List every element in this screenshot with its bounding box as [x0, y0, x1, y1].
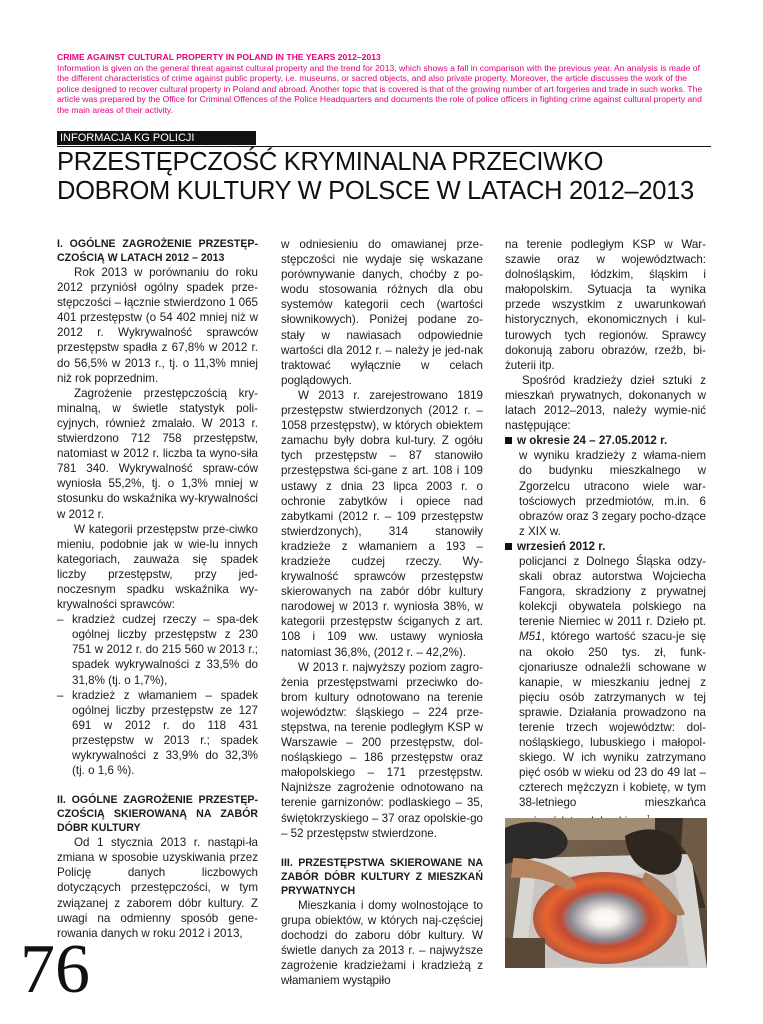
section-tag: INFORMACJA KG POLICJI [57, 131, 256, 145]
event-text-part: policjanci z Dolnego Śląska odzy-skali obraz autorstwa Wojciecha Fangora, skradziony z prywatnej kolekcji obywatela polskiego na terenie Niemiec w 2011 r. Dzieło pt. [519, 554, 706, 629]
paragraph: na terenie podległym KSP w War-szawie oraz w województwach: dolnośląskim, łódzkim, śląskim i małopolskim. Sytuacja ta wynika przede wszystkim z uwarunkowań historycznych, ekonomicznych i kul-turowych tych regionów. Sprawcy dokonują zaboru obrazów, rzeźb, bi-żuterii itp. [505, 238, 706, 372]
column-1 [57, 237, 258, 941]
paragraph: w odniesieniu do omawianej prze-stępczości nie wydaje się wskazane porównywanie danych, choćby z po-wodu stosowania różnych dla obu systemów kategorii cech (wartości słownikowych). Poniżej podane zo-stały w nawiasach odpowiednie wartości dla 2012 r. – należy je jed-nak traktować wyłącznie w celach poglądowych. [281, 238, 483, 387]
column-2 [281, 237, 483, 988]
section-heading-1: I. OGÓLNE ZAGROŻENIE PRZESTĘP-CZOŚCIĄ W LATACH 2012 – 2013 [57, 238, 258, 264]
event-item [505, 539, 706, 829]
bullet-item [57, 612, 258, 687]
bullet-item [57, 688, 258, 779]
event-date: w okresie 24 – 27.05.2012 r. [517, 434, 668, 448]
event-text [505, 554, 706, 829]
dash-marker: – [57, 613, 64, 627]
paragraph: Spośród kradzieży dzieł sztuki z mieszkań prywatnych, dokonanych w latach 2012–2013, należy wymie-nić następujące: [505, 373, 706, 433]
paragraph: W 2013 r. najwyższy poziom zagro-żenia przestępstwami przeciwko do-brom kultury odnotowano na terenie województw: śląskiego – 224 prze-stępstwa, na terenie podległym KSP w Warszawie – 200 przestępstw, dol-nośląskiego – 186 przestępstw oraz małopolskiego – 171 przestępstw. Najniższe zagrożenie odnotowano na terenie garnizonów: podlaskiego – 35, świętokrzyskiego – 37 oraz opolskie-go – 52 przestępstw stwierdzone. [281, 660, 483, 840]
english-abstract [57, 52, 709, 116]
photo-recovered-painting [505, 818, 707, 968]
paragraph: Mieszkania i domy wolnostojące to grupa obiektów, w których naj-częściej dochodzi do zaboru dóbr kultury. W świetle danych za 2013 r. – najwyższe zagrożenie kradzieżami i kradzieżą z włamaniem wystąpiło [281, 898, 483, 988]
paragraph: W 2013 r. zarejestrowano 1819 przestępstw stwierdzonych (2012 r. – 1058 przestępstw), w których obiektem zamachu były dobra kul-tury. Z ogółu tych przestępstw – 87 stanowiło przestępstwa ści-gane z art. 108 i 109 ustawy z dnia 23 lipca 2003 r. o ochronie zabytków i opiece nad zabytkami (2012 r. – 109 przestępstw stwierdzonych), 314 stanowiły kradzieże z włamaniem a 193 – kradzieże cudzej rzeczy. Wy-krywalność sprawców przestępstw skierowanych na zabór dóbr kultury narodowej w 2013 r. wyniosła 38%, w kategorii przestępstw ściganych z art. 108 i 109 ww. ustawy wyniosła natomiast 36,8%, (2012 r. – 42,2%). [281, 388, 483, 659]
event-text: w wyniku kradzieży z włama-niem do budynku mieszkalnego w Zgorzelcu utracono wiele war-tościowych przedmiotów, m.in. 6 obrazów oraz 3 zegary pocho-dzące z XIX w. [519, 449, 706, 538]
bullet-text: kradzież cudzej rzeczy – spa-dek ogólnej liczby przestępstw z 230 751 w 2012 r. do 215 560 w 2013 r.; spadek wykrywalności z 33,5% do 31,8% (tj. o 1,7%), [72, 613, 258, 687]
article-title: PRZESTĘPCZOŚĆ KRYMINALNA PRZECIWKO DOBROM KULTURY W POLSCE W LATACH 2012–2013 [57, 148, 694, 205]
column-3 [505, 237, 706, 829]
event-item [505, 433, 706, 539]
page-number: 76 [20, 931, 90, 1008]
square-bullet-icon [505, 543, 512, 550]
dash-marker: – [57, 688, 64, 702]
square-bullet-icon [505, 437, 512, 444]
paragraph: W kategorii przestępstw prze-ciwko mieniu, podobnie jak w wie-lu innych kategoriach, zauważa się spadek liczby przestępstw, przy jed-noczesnym spadku wskaźnika wy-krywalności sprawców: [57, 522, 258, 612]
paragraph: Zagrożenie przestępczością kry-minalną, w świetle statystyk poli-cyjnych, również zmalało. W 2013 r. stwierdzono 712 758 przestępstw, natomiast w 2012 r. liczba ta wyno-siła 781 340. Wykrywalność spraw-ców wyniosła 55,2%, tj. o 1,3% mniej w stosunku do wskaźnika wy-krywalności w 2012 r. [57, 386, 258, 521]
event-date: wrzesień 2012 r. [517, 539, 606, 553]
artwork-title: M51 [519, 630, 542, 644]
abstract-title: CRIME AGAINST CULTURAL PROPERTY IN POLAND IN THE YEARS 2012–2013 [57, 52, 381, 62]
paragraph: Od 1 stycznia 2013 r. nastąpi-ła zmiana w sposobie uzyskiwania przez Policję danych liczbowych dotyczących przestępczości, w tym związanej z zaborem dóbr kultury. Z uwagi na odmienny sposób gene-rowania danych w roku 2012 i 2013, [57, 836, 258, 940]
bullet-text: kradzież z włamaniem – spadek ogólnej liczby przestępstw ze 127 691 w 2012 r. do 118 431 przestępstw w 2013 r.; spadek wykrywalności z 33,9% do 32,3% (tj. o 1,6 %). [72, 688, 258, 778]
section-heading-3: III. PRZESTĘPSTWA SKIEROWANE NA ZABÓR DÓBR KULTURY Z MIESZKAŃ PRYWATNYCH [281, 856, 483, 897]
event-text-part: , którego wartość szacu-je się na około 250 tys. zł, funk-cjonariusze odnaleźli schowane w kanapie, w mieszkaniu jednej z pięciu osób zatrzymanych w tej sprawie. Działania prowadzono na terenie trzech województw: dol-nośląskiego, lubuskiego i małopol-skiego. W ich wyniku zatrzymano pięć osób w wieku od 23 do 49 lat – czterech mężczyzn i kobietę, w tym 38-letniego mieszkańca [519, 630, 706, 810]
abstract-text: Information is given on the general threat against cultural property and the trend for 2013, which shows a fall in comparison with the previous year. An analysis is made of the different characteristics of crime against public property, i.e. museums, or sacred objects, and also private property. Moreover, the article discusses the work of the police designed to recover cultural property in Poland and abroad. Another topic that is covered is that of the growing number of art forgeries and trade in such works. The article was prepared by the Office for Criminal Offences of the Police Headquarters and documents the role of police officers in fighting crime against cultural property and the main areas of their activity. [57, 62, 703, 115]
section-heading-2: II. OGÓLNE ZAGROŻENIE PRZESTĘP-CZOŚCIĄ SKIEROWANĄ NA ZABÓR DÓBR KULTURY [57, 794, 258, 835]
title-rule [57, 146, 711, 147]
paragraph: Rok 2013 w porównaniu do roku 2012 przyniósł ogólny spadek prze-stępczości – łącznie stwierdzono 1 065 401 przestępstw (o 54 402 mniej niż w 2012 r. Wykrywalność sprawców przestępstw spadła z 67,8% w 2012 r. do 56,5% w 2013 r., tj. o 11,3% mniej niż rok poprzednim. [57, 266, 258, 385]
